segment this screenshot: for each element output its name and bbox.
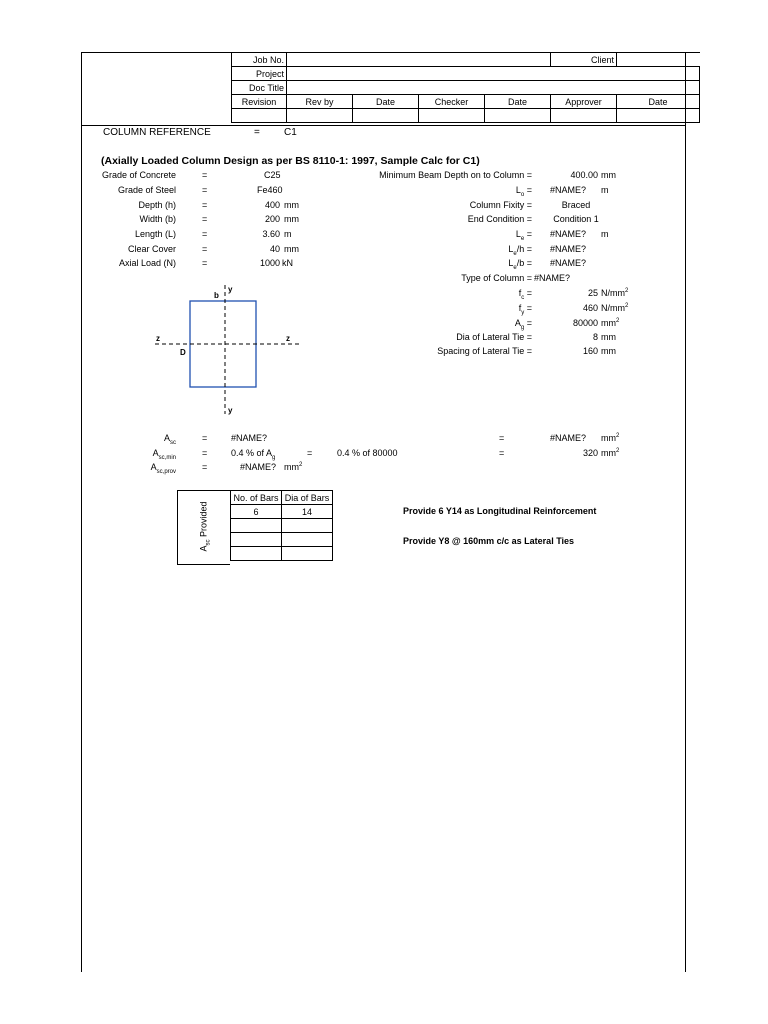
- asc-min-eq-mid: =: [307, 448, 313, 458]
- width-unit: mm: [284, 214, 299, 224]
- depth-eq: =: [202, 200, 208, 210]
- page-border-right: [685, 52, 686, 972]
- width-label: Width (b): [139, 214, 176, 224]
- diagram-y-top-label: y: [228, 285, 233, 294]
- job-no-label: Job No.: [232, 53, 287, 67]
- depth-unit: mm: [284, 200, 299, 210]
- approver-label: Approver: [551, 95, 617, 109]
- asc-provided-side-label: $A_{sc}$ Provided: [198, 501, 212, 552]
- rev-by-label: Rev by: [287, 95, 353, 109]
- no-of-bars-cell[interactable]: [231, 519, 282, 533]
- doc-title-label: Doc Title: [232, 81, 287, 95]
- fc-label: $f_c$ =: [518, 288, 532, 301]
- ag-unit: $mm^2$: [601, 318, 620, 328]
- axial-load-eq: =: [202, 258, 208, 268]
- diagram-y-bottom-label: y: [228, 406, 233, 415]
- dia-lateral-tie-unit: mm: [601, 332, 616, 342]
- table-row: [231, 533, 333, 547]
- doc-title-cell[interactable]: [287, 81, 700, 95]
- axial-load-value: 1000: [259, 258, 280, 268]
- grade-steel-eq: =: [202, 185, 208, 195]
- date-label-3: Date: [617, 95, 700, 109]
- width-value: 200: [264, 214, 280, 224]
- bars-provided-table: [230, 490, 333, 561]
- column-section-diagram: [150, 282, 310, 422]
- date-label-1: Date: [353, 95, 419, 109]
- le-unit: m: [601, 229, 609, 239]
- asc-min-label: $A_{sc,min}$: [152, 448, 176, 461]
- dia-of-bars-cell[interactable]: [282, 519, 333, 533]
- date-value-3[interactable]: [617, 109, 700, 123]
- asc-min-value: 0.4 % of $A_g$: [231, 448, 276, 461]
- asc-min-mid: 0.4 % of 80000: [337, 448, 398, 458]
- client-label: Client: [551, 53, 617, 67]
- le-h-value: #NAME?: [550, 244, 587, 254]
- asc-eq2: =: [499, 433, 505, 443]
- calc-title: (Axially Loaded Column Design as per BS 8110-1: 1997, Sample Calc for C1): [101, 155, 480, 167]
- length-eq: =: [202, 229, 208, 239]
- spacing-lateral-tie-unit: mm: [601, 346, 616, 356]
- asc-min-eq2: =: [499, 448, 505, 458]
- asc-value: #NAME?: [231, 433, 268, 443]
- fc-unit: $N/mm^2$: [601, 288, 629, 298]
- asc-min-unit2: $mm^2$: [601, 448, 620, 458]
- min-beam-depth-value: 400.00: [570, 170, 598, 180]
- rev-by-value[interactable]: [287, 109, 353, 123]
- min-beam-depth-unit: mm: [601, 170, 616, 180]
- asc-prov-unit: $mm^2$: [284, 462, 303, 472]
- spacing-lateral-tie-value: 160: [582, 346, 598, 356]
- date-value-2[interactable]: [485, 109, 551, 123]
- fy-unit: $N/mm^2$: [601, 303, 629, 313]
- asc-prov-value: #NAME?: [240, 462, 277, 472]
- axial-load-unit: kN: [282, 258, 293, 268]
- header-bottom-rule: [81, 125, 686, 126]
- document-header-table: [231, 52, 700, 123]
- fy-label: $f_y$ =: [518, 303, 532, 316]
- le-b-label: $L_e/b$ =: [508, 258, 532, 271]
- grade-concrete-label: Grade of Concrete: [101, 170, 176, 180]
- longitudinal-reinforcement-result: Provide 6 Y14 as Longitudinal Reinforcement: [403, 506, 597, 516]
- grade-steel-label: Grade of Steel: [117, 185, 176, 195]
- length-label: Length (L): [134, 229, 176, 239]
- min-beam-depth-label: Minimum Beam Depth on to Column =: [379, 170, 532, 180]
- clear-cover-label: Clear Cover: [127, 244, 176, 254]
- diagram-z-left-label: z: [156, 334, 160, 343]
- ag-label: $A_g$ =: [514, 318, 532, 331]
- lo-unit: m: [601, 185, 609, 195]
- asc-min-eq: =: [202, 448, 208, 458]
- depth-label: Depth (h): [138, 200, 176, 210]
- width-eq: =: [202, 214, 208, 224]
- date-value-1[interactable]: [353, 109, 419, 123]
- diagram-b-label: b: [214, 291, 219, 300]
- project-cell[interactable]: [287, 67, 700, 81]
- le-value: #NAME?: [550, 229, 587, 239]
- column-reference-value: C1: [284, 127, 297, 138]
- table-row: [231, 519, 333, 533]
- diagram-d-label: D: [180, 348, 186, 357]
- fc-value: 25: [587, 288, 598, 298]
- client-cell[interactable]: [617, 53, 700, 67]
- clear-cover-unit: mm: [284, 244, 299, 254]
- dia-of-bars-cell[interactable]: 14: [282, 505, 333, 519]
- column-reference-label: COLUMN REFERENCE: [103, 127, 211, 138]
- le-b-value: #NAME?: [550, 258, 587, 268]
- no-of-bars-header: No. of Bars: [231, 491, 282, 505]
- revision-label: Revision: [232, 95, 287, 109]
- dia-lateral-tie-value: 8: [592, 332, 598, 342]
- checker-value[interactable]: [419, 109, 485, 123]
- end-condition-label: End Condition =: [467, 214, 532, 224]
- lateral-ties-result: Provide Y8 @ 160mm c/c as Lateral Ties: [403, 536, 575, 546]
- revision-value[interactable]: [232, 109, 287, 123]
- table-row: [231, 547, 333, 561]
- asc-unit2: $mm^2$: [601, 433, 620, 443]
- le-label: $L_e$ =: [515, 229, 532, 242]
- lo-value: #NAME?: [550, 185, 587, 195]
- diagram-z-right-label: z: [286, 334, 290, 343]
- checker-label: Checker: [419, 95, 485, 109]
- length-unit: m: [284, 229, 292, 239]
- column-type-value: #NAME?: [534, 273, 571, 283]
- grade-concrete-value: C25: [264, 170, 281, 180]
- clear-cover-value: 40: [269, 244, 280, 254]
- asc-prov-eq: =: [202, 462, 208, 472]
- no-of-bars-cell[interactable]: [231, 547, 282, 561]
- grade-concrete-eq: =: [202, 170, 208, 180]
- column-fixity-value: Braced: [561, 200, 591, 210]
- no-of-bars-cell[interactable]: [231, 533, 282, 547]
- dia-of-bars-cell[interactable]: [282, 547, 333, 561]
- axial-load-label: Axial Load (N): [118, 258, 176, 268]
- dia-lateral-tie-label: Dia of Lateral Tie =: [456, 332, 532, 342]
- column-fixity-label: Column Fixity =: [469, 200, 532, 210]
- grade-steel-value: Fe460: [257, 185, 283, 195]
- length-value: 3.60: [262, 229, 280, 239]
- page-border-left: [81, 52, 82, 972]
- project-label: Project: [232, 67, 287, 81]
- no-of-bars-cell[interactable]: 6: [231, 505, 282, 519]
- column-reference-eq: =: [254, 127, 260, 138]
- job-no-cell[interactable]: [287, 53, 551, 67]
- asc-value2: #NAME?: [550, 433, 587, 443]
- spacing-lateral-tie-label: Spacing of Lateral Tie =: [437, 346, 532, 356]
- le-h-label: $L_e/h$ =: [508, 244, 532, 257]
- asc-eq: =: [202, 433, 208, 443]
- asc-prov-label: $A_{sc,prov}$: [150, 462, 176, 475]
- date-label-2: Date: [485, 95, 551, 109]
- asc-min-value2: 320: [582, 448, 598, 458]
- approver-value[interactable]: [551, 109, 617, 123]
- table-row: [231, 505, 333, 519]
- dia-of-bars-cell[interactable]: [282, 533, 333, 547]
- asc-label: $A_{sc}$: [163, 433, 176, 446]
- fy-value: 460: [582, 303, 598, 313]
- end-condition-value: Condition 1: [553, 214, 599, 224]
- dia-of-bars-header: Dia of Bars: [282, 491, 333, 505]
- clear-cover-eq: =: [202, 244, 208, 254]
- lo-label: $L_o$ =: [515, 185, 532, 198]
- ag-value: 80000: [572, 318, 598, 328]
- column-type-label: Type of Column =: [461, 273, 532, 283]
- depth-value: 400: [264, 200, 280, 210]
